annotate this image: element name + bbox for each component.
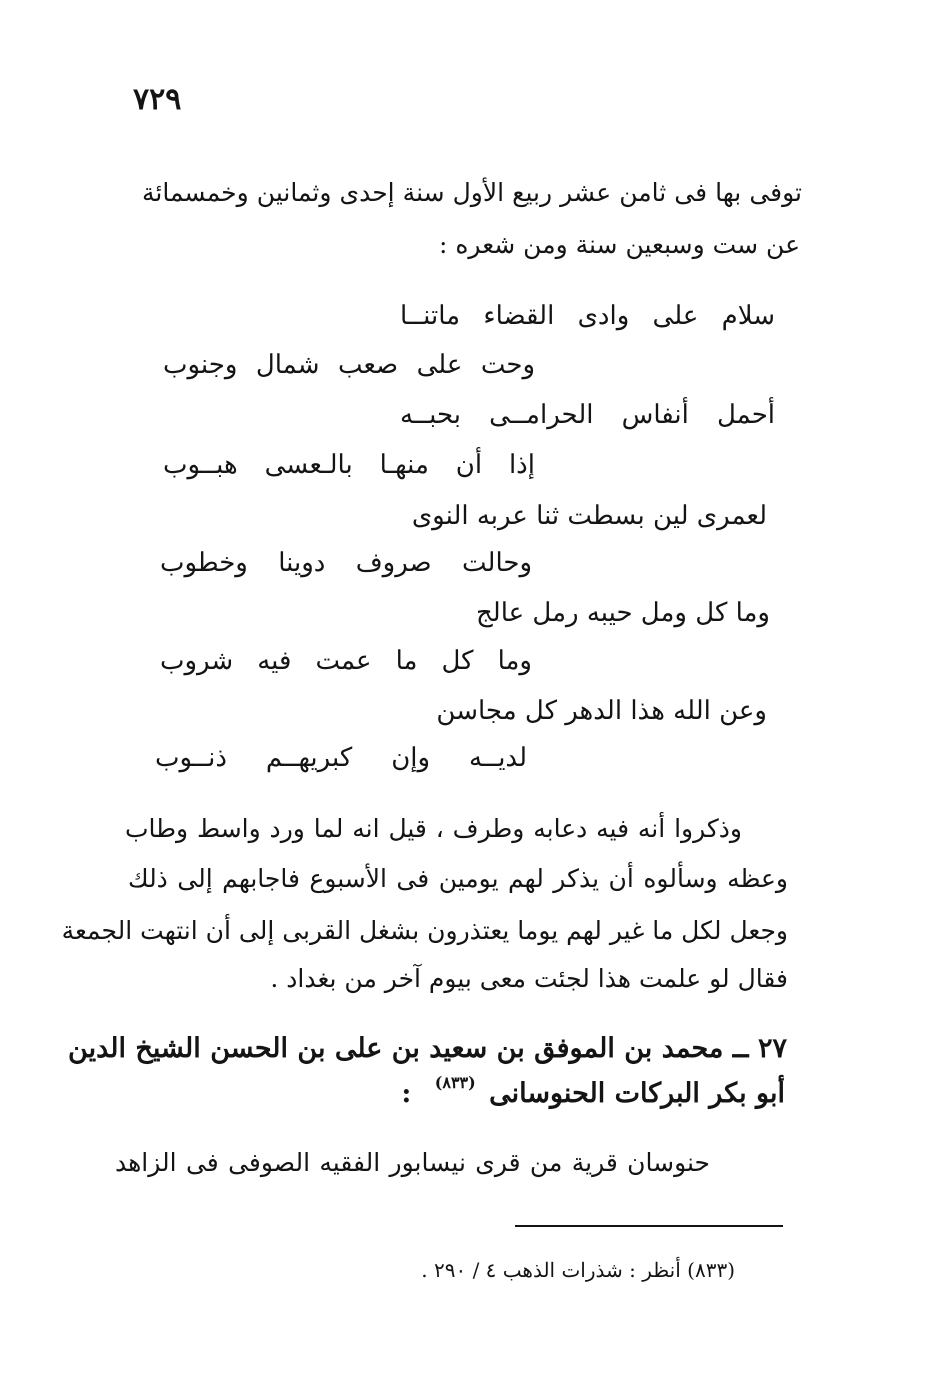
- page-number: ٧٢٩: [133, 82, 182, 117]
- verse-line-5: لعمرى لين بسطت ثنا عربه النوى: [411, 501, 767, 531]
- verse-line-9: وعن الله هذا الدهر كل مجاسن: [436, 696, 767, 726]
- verse-line-6: وحالت صروف دوينا وخطوب: [160, 548, 532, 578]
- entry-heading-line-1: ٢٧ ــ محمد بن الموفق بن سعيد بن على بن الحسن الشيخ الدين: [68, 1033, 787, 1064]
- entry-heading-name: أبو بكر البركات الحنوسانى: [489, 1078, 785, 1109]
- verse-line-4: إذا أن منهـا بالـعسى هبــوب: [163, 450, 535, 480]
- intro-line-2: عن ست وسبعين سنة ومن شعره :: [438, 230, 800, 259]
- verse-line-1: سلام على وادى القضاء ماتنــا: [400, 301, 775, 331]
- footnote-separator: [515, 1225, 783, 1227]
- verse-line-2: وحت على صعب شمال وجنوب: [163, 350, 535, 380]
- paragraph-line-4: فقال لو علمت هذا لجئت معى بيوم آخر من بغداد .: [270, 964, 788, 993]
- intro-line-1: توفى بها فى ثامن عشر ربيع الأول سنة إحدى وثمانين وخمسمائة: [142, 178, 802, 207]
- paragraph-line-2: وعظه وسألوه أن يذكر لهم يومين فى الأسبوع فاجابهم إلى ذلك: [128, 864, 788, 893]
- entry-heading-line-2: [401, 1073, 785, 1109]
- verse-line-3: أحمل أنفاس الحرامــى بحبــه: [400, 400, 775, 430]
- verse-line-7: وما كل ومل حيبه رمل عالج: [476, 598, 770, 628]
- heading-colon: :: [401, 1078, 412, 1109]
- paragraph-line-3: وجعل لكل ما غير لهم يوما يعتذرون بشغل القربى إلى أن انتهت الجمعة: [61, 916, 788, 945]
- paragraph-line-1: وذكروا أنه فيه دعابه وطرف ، قيل انه لما ورد واسط وطاب: [125, 814, 742, 843]
- verse-line-8: وما كل ما عمت فيه شروب: [160, 646, 532, 676]
- entry-text-line: حنوسان قرية من قرى نيسابور الفقيه الصوفى فى الزاهد: [115, 1148, 710, 1177]
- verse-line-10: لديــه وإن كبريهــم ذنــوب: [155, 743, 527, 773]
- footnote-text: (٨٣٣) أنظر : شذرات الذهب ٤ / ٢٩٠ .: [421, 1258, 735, 1282]
- footnote-reference: (٨٣٣): [434, 1073, 476, 1092]
